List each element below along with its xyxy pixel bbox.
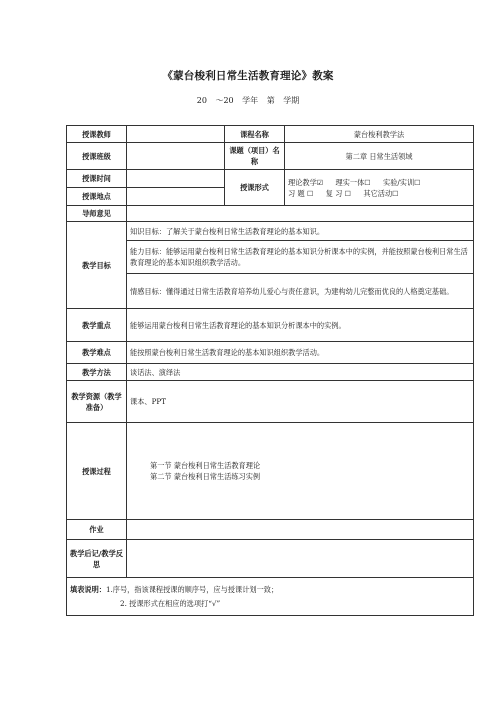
document-title: 《蒙台梭利日常生活教育理论》教案 [162,70,334,82]
difficulty-value: 能按照蒙台梭利日常生活教育理论的基本知识组织教学活动。 [127,342,474,364]
form-options-row-2 [288,188,470,199]
process-content [127,423,474,520]
notes-cell [67,578,474,616]
row-notes [67,578,474,616]
homework-value [127,520,474,540]
course-value: 蒙台梭利教学法 [285,126,474,143]
form-option-exercise: 习 题 ☐ [288,188,314,198]
form-options-row-1 [288,177,470,188]
goal-ability: 能力目标：能够运用蒙台梭利日常生活教育理论的基本知识分析课本中的实例，并能按照蒙台梭利日常生活教育理论的基本知识组织教学活动。 [127,241,474,274]
advisor-label: 导师意见 [67,206,127,222]
reflection-value [127,540,474,578]
goals-label: 教学目标 [67,222,127,309]
topic-label: 课题（项目）名称 [225,143,285,170]
key-value: 能够运用蒙台梭利日常生活教育理论的基本知识分析课本中的实例。 [127,309,474,342]
note-label: 填表说明： [70,585,106,594]
difficulty-label: 教学难点 [67,342,127,364]
class-value [127,143,225,170]
process-section-1: 第一节 蒙台梭利日常生活教育理论 [150,461,261,470]
teacher-value [127,126,225,143]
row-methods [67,364,474,381]
goal-emotion: 情感目标：懂得通过日常生活教育培养幼儿爱心与责任意识，为建构幼儿完整而优良的人格奠定基础。 [127,274,474,309]
row-process [67,423,474,520]
method-label: 教学方法 [67,364,127,381]
row-goal-emotion [67,274,474,309]
time-value [127,170,225,188]
row-difficulties [67,342,474,364]
row-time [67,170,474,188]
row-goal-ability [67,241,474,274]
method-value: 谈话法、演绎法 [127,364,474,381]
process-section-2: 第二节 蒙台梭利日常生活练习实例 [150,472,261,481]
course-label: 课程名称 [225,126,285,143]
row-reflection [67,540,474,578]
note-1: 1.序号，指该课程授课的顺序号，应与授课计划一致； [105,585,279,594]
advisor-value [127,206,474,222]
homework-label: 作业 [67,520,127,540]
place-label: 授课地点 [67,188,127,206]
process-label: 授课过程 [67,423,127,520]
topic-value: 第二章 日常生活领域 [285,143,474,170]
place-value [127,188,225,206]
row-class-topic [67,143,474,170]
form-option-review: 复 习 ☐ [325,188,352,198]
document-subtitle: 20 ～20 学年 第 学期 [196,96,300,105]
key-label: 教学重点 [67,309,127,342]
form-option-integrated: 理实一体☐ [335,177,371,187]
reflection-label: 教学后记/教学反思 [67,540,127,578]
resource-label: 教学资源（教学准备） [67,381,127,423]
form-option-other: 其它活动☐ [363,188,399,198]
row-advisor [67,206,474,222]
note-line-1 [70,584,470,595]
teacher-label: 授课教师 [67,126,127,143]
time-label: 授课时间 [67,170,127,188]
row-homework [67,520,474,540]
form-option-theory: 理论教学☑ [288,177,324,187]
row-key-points [67,309,474,342]
form-options [285,170,474,206]
row-resources [67,381,474,423]
row-goal-knowledge [67,222,474,241]
goal-knowledge: 知识目标：了解关于蒙台梭利日常生活教育理论的基本知识。 [127,222,474,241]
lesson-plan-table [66,125,474,616]
form-label: 授课形式 [225,170,285,206]
note-2: 2. 授课形式在相应的选项打“√” [120,599,221,608]
resource-value: 课本、PPT [127,381,474,423]
row-teacher-course [67,126,474,143]
class-label: 授课班级 [67,143,127,170]
form-option-lab: 实验/实训☐ [383,177,421,187]
